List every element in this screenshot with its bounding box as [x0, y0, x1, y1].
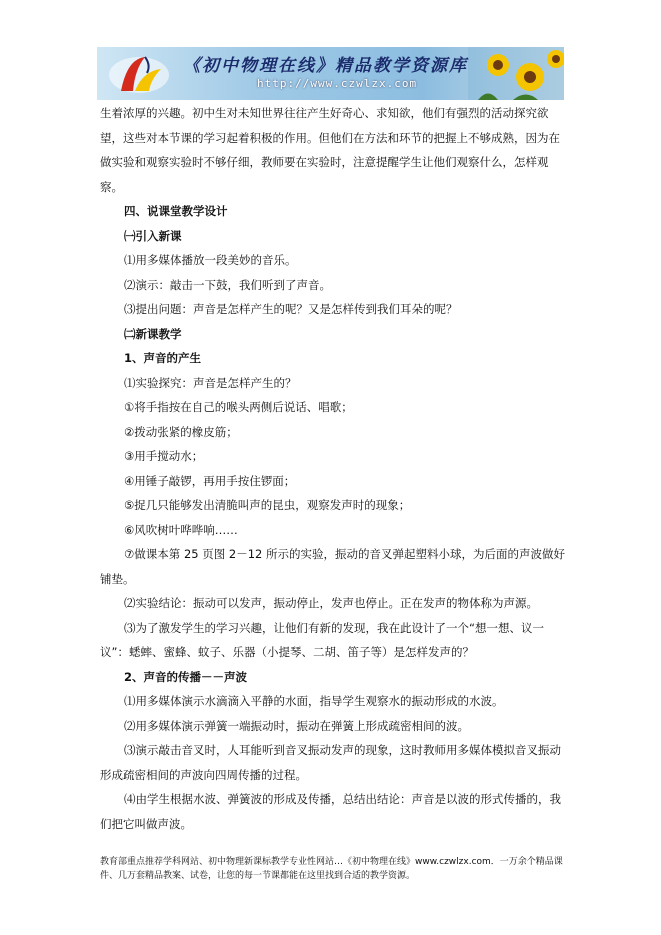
list-item: ③用手搅动水； — [124, 449, 204, 463]
list-item: ⑶演示敲击音叉时，人耳能听到音叉振动发声的现象，这时教师用多媒体模拟音叉振动形成疏密相间的声波向四周传播的过程。 — [100, 743, 561, 782]
banner-title: 《初中物理在线》精品教学资源库 — [183, 56, 468, 76]
header-banner — [97, 47, 564, 100]
list-item: ⑷由学生根据水波、弹簧波的形成及传播，总结出结论：声音是以波的形式传播的，我们把它叫做声波。 — [100, 792, 561, 831]
list-item: ⑴用多媒体播放一段美妙的音乐。 — [124, 253, 297, 267]
subsection-heading: ㈠引入新课 — [124, 228, 182, 243]
sunflower-decoration-icon — [468, 47, 564, 100]
section-heading: 四、说课堂教学设计 — [124, 204, 228, 218]
list-item: ⑦做课本第 25 页图 2－12 所示的实验，振动的音叉弹起塑料小球，为后面的声波做好铺垫。 — [100, 547, 566, 586]
list-item: ②拨动张紧的橡皮筋； — [124, 424, 238, 439]
site-logo-icon — [105, 51, 175, 97]
topic-heading: 2、声音的传播－－声波 — [124, 669, 248, 684]
list-item: ⑴实验探究：声音是怎样产生的？ — [124, 375, 297, 390]
list-item: ⑵实验结论：振动可以发声，振动停止，发声也停止。正在发声的物体称为声源。 — [124, 596, 538, 610]
list-item: ⑴用多媒体演示水滴滴入平静的水面，指导学生观察水的振动形成的水波。 — [124, 694, 504, 708]
list-item: ⑥风吹树叶哗哗响…… — [124, 522, 238, 537]
list-item: ⑤捉几只能够发出清脆叫声的昆虫，观察发声时的现象； — [124, 498, 411, 512]
banner-url: http://www.czwlzx.com — [257, 77, 418, 90]
list-item: ⑶提出问题：声音是怎样产生的呢？又是怎样传到我们耳朵的呢？ — [124, 302, 458, 316]
list-item: ⑶为了激发学生的学习兴趣，让他们有新的发现，我在此设计了一个“想一想、议一议”：蟋蟀、蜜蜂、蚊子、乐器（小提琴、二胡、笛子等）是怎样发声的？ — [100, 620, 544, 659]
list-item: ①将手指按在自己的喉头两侧后说话、唱歌； — [124, 400, 353, 414]
footer-note: 教育部重点推荐学科网站、初中物理新课标教学专业性网站…《初中物理在线》www.czwlzx.com．一万余个精品课件、几万套精品教案、试卷，让您的每一节课都能在这里找到合适的教学资源。 — [100, 857, 563, 881]
list-item: ④用锤子敲锣，再用手按住锣面； — [124, 473, 296, 488]
document-body — [100, 101, 566, 836]
list-item: ⑵用多媒体演示弹簧一端振动时，振动在弹簧上形成疏密相间的波。 — [124, 718, 469, 733]
subsection-heading: ㈡新课教学 — [124, 326, 182, 341]
topic-heading: 1、声音的产生 — [124, 351, 202, 365]
list-item: ⑵演示：敲击一下鼓，我们听到了声音。 — [124, 277, 331, 292]
paragraph-intro: 生着浓厚的兴趣。初中生对未知世界往往产生好奇心、求知欲，他们有强烈的活动探究欲望，这些对本节课的学习起着积极的作用。但他们在方法和环节的把握上不够成熟，因为在做实验和观察实验时不够仔细，教师要在实验时，注意提醒学生让他们观察什么，怎样观察。 — [100, 106, 560, 194]
